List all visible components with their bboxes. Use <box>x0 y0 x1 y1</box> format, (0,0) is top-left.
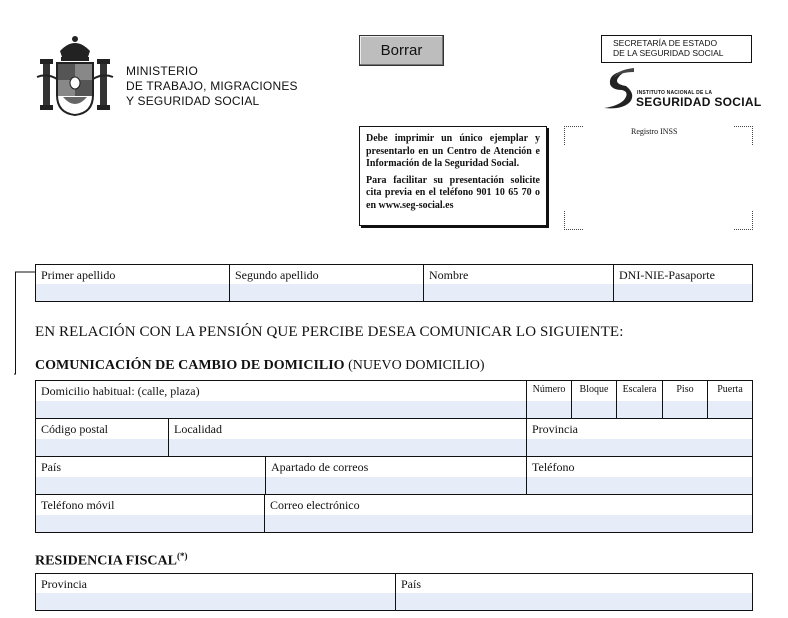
pais-field[interactable] <box>36 457 266 494</box>
apartado-field[interactable] <box>266 457 527 494</box>
ministry-name <box>126 64 298 109</box>
primer-apellido-label: Primer apellido <box>41 268 116 282</box>
primer-apellido-input[interactable] <box>36 284 229 301</box>
piso-field[interactable] <box>663 381 708 418</box>
domicilio-heading <box>35 358 485 374</box>
registro-corner-tr <box>734 126 753 145</box>
telefono-movil-field[interactable] <box>36 495 265 532</box>
domicilio-row-1 <box>36 381 752 419</box>
secretaria-line-2: DE LA SEGURIDAD SOCIAL <box>613 48 724 58</box>
secretaria-box <box>601 35 752 63</box>
correo-input[interactable] <box>265 515 752 532</box>
nombre-label: Nombre <box>429 268 469 282</box>
segundo-apellido-input[interactable] <box>230 284 423 301</box>
piso-label: Piso <box>676 384 694 395</box>
bloque-field[interactable] <box>572 381 617 418</box>
fiscal-table <box>35 573 753 611</box>
inss-subtitle: INSTITUTO NACIONAL DE LA <box>637 90 713 96</box>
localidad-input[interactable] <box>169 439 526 456</box>
nombre-input[interactable] <box>424 284 613 301</box>
inss-logo-icon <box>600 66 636 112</box>
segundo-apellido-label: Segundo apellido <box>235 268 319 282</box>
escalera-label: Escalera <box>622 384 657 395</box>
telefono-label: Teléfono <box>532 460 575 474</box>
intro-text: EN RELACIÓN CON LA PENSIÓN QUE PERCIBE DESEA COMUNICAR LO SIGUIENTE: <box>35 324 624 340</box>
puerta-label: Puerta <box>717 384 743 395</box>
provincia-label: Provincia <box>532 422 578 436</box>
notice-box <box>359 126 547 226</box>
piso-input[interactable] <box>663 401 707 418</box>
notice-paragraph-2: Para facilitar su presentación solicite cita previa en el teléfono 901 10 65 70 o en www.seg-social.es <box>366 174 540 211</box>
pais-label: País <box>41 460 62 474</box>
fiscal-heading-sup: (*) <box>176 551 188 561</box>
fiscal-provincia-input[interactable] <box>36 593 395 610</box>
registro-corner-tl <box>564 126 583 145</box>
telefono-movil-label: Teléfono móvil <box>41 498 115 512</box>
secretaria-line-1: SECRETARÍA DE ESTADO <box>613 38 718 48</box>
identity-table <box>35 264 753 302</box>
fiscal-provincia-field[interactable] <box>36 574 396 610</box>
correo-field[interactable] <box>265 495 752 532</box>
domicilio-row-3 <box>36 457 752 495</box>
nombre-field[interactable] <box>424 265 614 301</box>
left-bracket <box>14 271 36 375</box>
codigo-postal-field[interactable] <box>36 419 169 456</box>
fiscal-heading-text: RESIDENCIA FISCAL <box>35 553 177 569</box>
coat-of-arms-logo <box>33 33 117 117</box>
numero-label: Número <box>532 384 566 395</box>
registro-label: Registro INSS <box>631 127 678 136</box>
domicilio-habitual-label: Domicilio habitual: (calle, plaza) <box>41 384 200 398</box>
domicilio-heading-bold: COMUNICACIÓN DE CAMBIO DE DOMICILIO <box>35 358 345 373</box>
registro-corner-br <box>734 211 753 230</box>
domicilio-heading-normal: (NUEVO DOMICILIO) <box>344 358 485 373</box>
inss-title: SEGURIDAD SOCIAL <box>636 95 762 109</box>
borrar-button[interactable]: Borrar <box>359 35 444 66</box>
domicilio-row-2 <box>36 419 752 457</box>
provincia-field[interactable] <box>527 419 752 456</box>
telefono-field[interactable] <box>527 457 752 494</box>
primer-apellido-field[interactable] <box>36 265 230 301</box>
codigo-postal-label: Código postal <box>41 422 109 436</box>
correo-label: Correo electrónico <box>270 498 360 512</box>
puerta-input[interactable] <box>708 401 752 418</box>
localidad-label: Localidad <box>174 422 222 436</box>
pais-input[interactable] <box>36 477 265 494</box>
fiscal-provincia-label: Provincia <box>41 577 87 591</box>
ministry-line-2: DE TRABAJO, MIGRACIONES <box>126 79 298 93</box>
codigo-postal-input[interactable] <box>36 439 168 456</box>
telefono-input[interactable] <box>527 477 752 494</box>
segundo-apellido-field[interactable] <box>230 265 424 301</box>
bloque-input[interactable] <box>572 401 616 418</box>
notice-paragraph-1: Debe imprimir un único ejemplar y presentarlo en un Centro de Atención e Información de la Seguridad Social. <box>366 133 540 169</box>
provincia-input[interactable] <box>527 439 752 456</box>
fiscal-heading <box>35 551 187 570</box>
domicilio-habitual-input[interactable] <box>36 401 526 418</box>
bloque-label: Bloque <box>579 384 609 395</box>
fiscal-pais-label: País <box>401 577 422 591</box>
dni-input[interactable] <box>614 284 752 301</box>
ministry-line-1: MINISTERIO <box>126 64 199 78</box>
telefono-movil-input[interactable] <box>36 515 264 532</box>
dni-label: DNI-NIE-Pasaporte <box>619 268 715 282</box>
domicilio-habitual-field[interactable] <box>36 381 527 418</box>
escalera-field[interactable] <box>617 381 663 418</box>
numero-field[interactable] <box>527 381 572 418</box>
ministry-line-3: Y SEGURIDAD SOCIAL <box>126 94 260 108</box>
fiscal-pais-input[interactable] <box>396 593 752 610</box>
dni-field[interactable] <box>614 265 752 301</box>
domicilio-row-4 <box>36 495 752 532</box>
puerta-field[interactable] <box>708 381 752 418</box>
registro-corner-bl <box>564 211 583 230</box>
domicilio-table <box>35 380 753 533</box>
escalera-input[interactable] <box>617 401 662 418</box>
apartado-label: Apartado de correos <box>271 460 369 474</box>
localidad-field[interactable] <box>169 419 527 456</box>
fiscal-pais-field[interactable] <box>396 574 752 610</box>
numero-input[interactable] <box>527 401 571 418</box>
apartado-input[interactable] <box>266 477 526 494</box>
